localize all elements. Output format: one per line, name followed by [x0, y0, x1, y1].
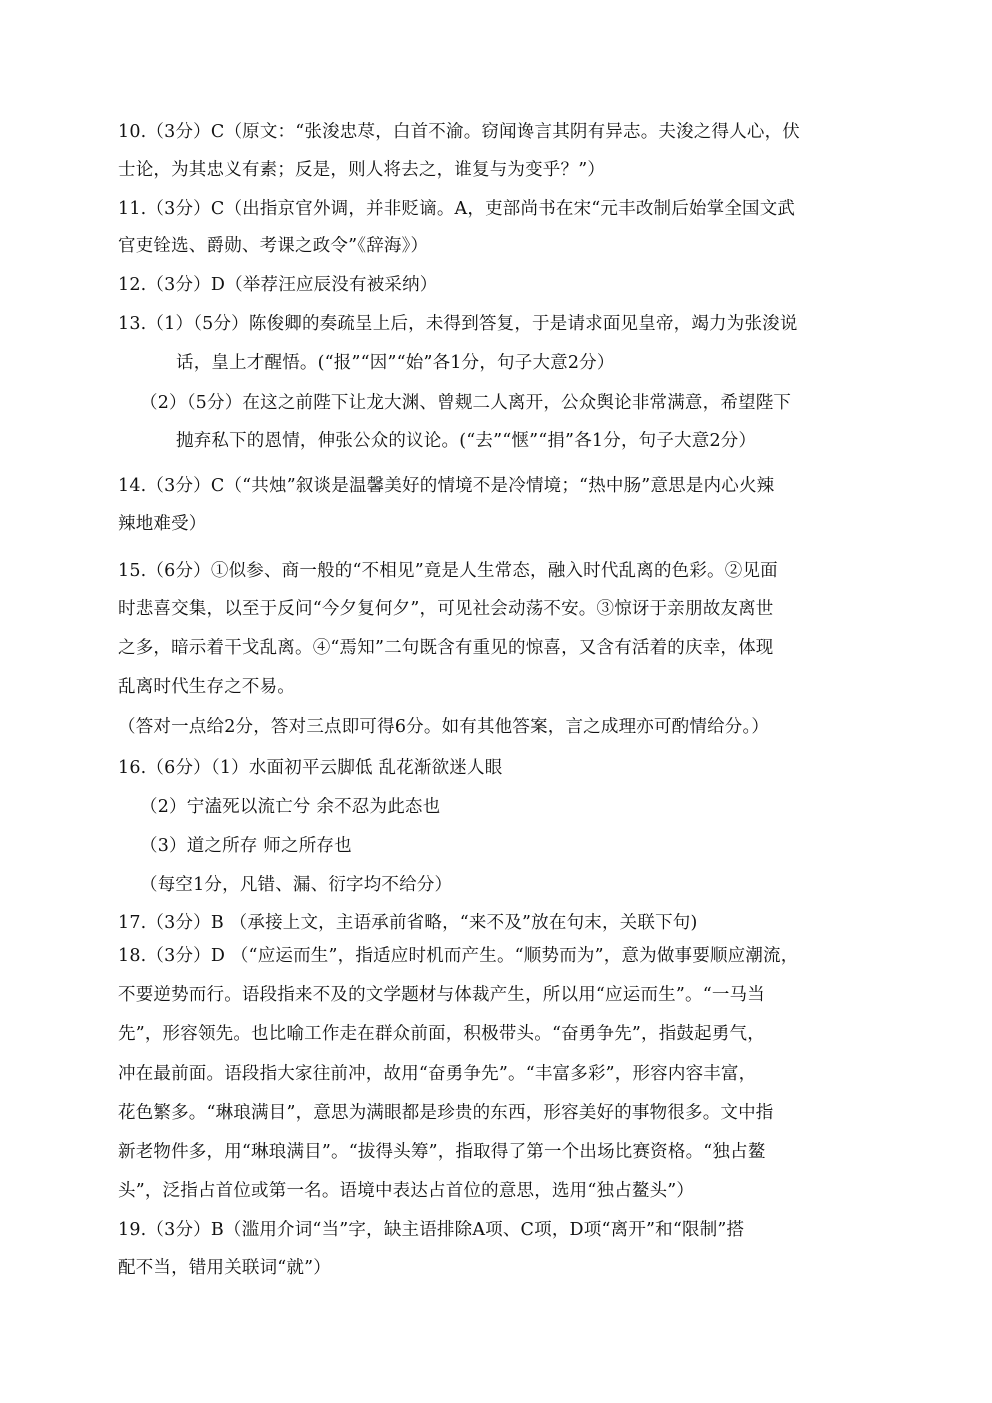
- answer-18-line-5: 花色繁多。“琳琅满目”，意思为满眼都是珍贵的东西，形容美好的事物很多。文中指: [118, 1103, 774, 1123]
- answer-18-line-2: 不要逆势而行。语段指来不及的文学题材与体裁产生，所以用“应运而生”。“一马当: [118, 985, 765, 1005]
- answer-15-line-2: 时悲喜交集，以至于反问“今夕复何夕”，可见社会动荡不安。③惊讶于亲朋故友离世: [118, 599, 774, 619]
- answer-11-line-2: 官吏铨选、爵勋、考课之政令”《辞海》）: [118, 236, 429, 256]
- answer-13-line-3: （2）（5分）在这之前陛下让龙大渊、曾觌二人离开，公众舆论非常满意，希望陛下: [140, 393, 792, 413]
- answer-15-scoring-note: （答对一点给2分，答对三点即可得6分。如有其他答案，言之成理亦可酌情给分。）: [118, 717, 770, 737]
- answer-19-line-1: 19.（3分）B（滥用介词“当”字，缺主语排除A项、C项，D项“离开”和“限制”搭: [118, 1220, 745, 1240]
- answer-13-line-4: 抛弃私下的恩情，伸张公众的议论。(“去”“惬”“捐”各1分，句子大意2分）: [176, 431, 757, 451]
- answer-10-line-2: 士论，为其忠义有素；反是，则人将去之，谁复与为变乎？”）: [118, 160, 606, 180]
- answer-15-line-3: 之多，暗示着干戈乱离。④“焉知”二句既含有重见的惊喜，又含有活着的庆幸，体现: [118, 638, 774, 658]
- answer-13-line-2: 话，皇上才醒悟。(“报”“因”“始”各1分，句子大意2分）: [176, 353, 615, 373]
- answer-14-line-1: 14.（3分）C（“共烛”叙谈是温馨美好的情境不是冷情境；“热中肠”意思是内心火辣: [118, 476, 775, 496]
- answer-18-line-1: 18.（3分）D （“应运而生”，指适应时机而产生。“顺势而为”，意为做事要顺应潮流，: [118, 946, 799, 966]
- answer-18-line-4: 冲在最前面。语段指大家往前冲，故用“奋勇争先”。“丰富多彩”，形容内容丰富，: [118, 1064, 757, 1084]
- answer-16-line-3: （3）道之所存 师之所存也: [140, 836, 352, 856]
- answer-14-line-2: 辣地难受）: [118, 514, 207, 534]
- answer-16-line-1: 16.（6分）（1）水面初平云脚低 乱花渐欲迷人眼: [118, 758, 503, 778]
- answer-16-line-2: （2）宁溘死以流亡兮 余不忍为此态也: [140, 797, 441, 817]
- answer-18-line-3: 先”，形容领先。也比喻工作走在群众前面，积极带头。“奋勇争先”，指鼓起勇气，: [118, 1024, 765, 1044]
- answer-15-line-4: 乱离时代生存之不易。: [118, 677, 295, 697]
- answer-12-line-1: 12.（3分）D（举荐汪应辰没有被采纳）: [118, 275, 438, 295]
- answer-16-scoring-note: （每空1分，凡错、漏、衍字均不给分）: [140, 875, 453, 895]
- answer-13-line-1: 13.（1）（5分）陈俊卿的奏疏呈上后，未得到答复，于是请求面见皇帝，竭力为张浚说: [118, 314, 798, 334]
- answer-11-line-1: 11.（3分）C（出指京官外调，并非贬谪。A，吏部尚书在宋“元丰改制后始掌全国文武: [118, 199, 796, 219]
- answer-17-line-1: 17.（3分）B （承接上文，主语承前省略，“来不及”放在句末，关联下句): [118, 913, 698, 933]
- answer-10-line-1: 10.（3分）C（原文：“张浚忠荩，白首不渝。窃闻谗言其阴有异志。夫浚之得人心，伏: [118, 122, 800, 142]
- answer-18-line-7: 头”，泛指占首位或第一名。语境中表达占首位的意思，选用“独占鳌头”）: [118, 1181, 695, 1201]
- answer-15-line-1: 15.（6分）①似参、商一般的“不相见”竟是人生常态，融入时代乱离的色彩。②见面: [118, 561, 778, 581]
- answer-18-line-6: 新老物件多，用“琳琅满目”。“拔得头筹”，指取得了第一个出场比赛资格。“独占鳌: [118, 1142, 766, 1162]
- answer-19-line-2: 配不当，错用关联词“就”）: [118, 1258, 331, 1278]
